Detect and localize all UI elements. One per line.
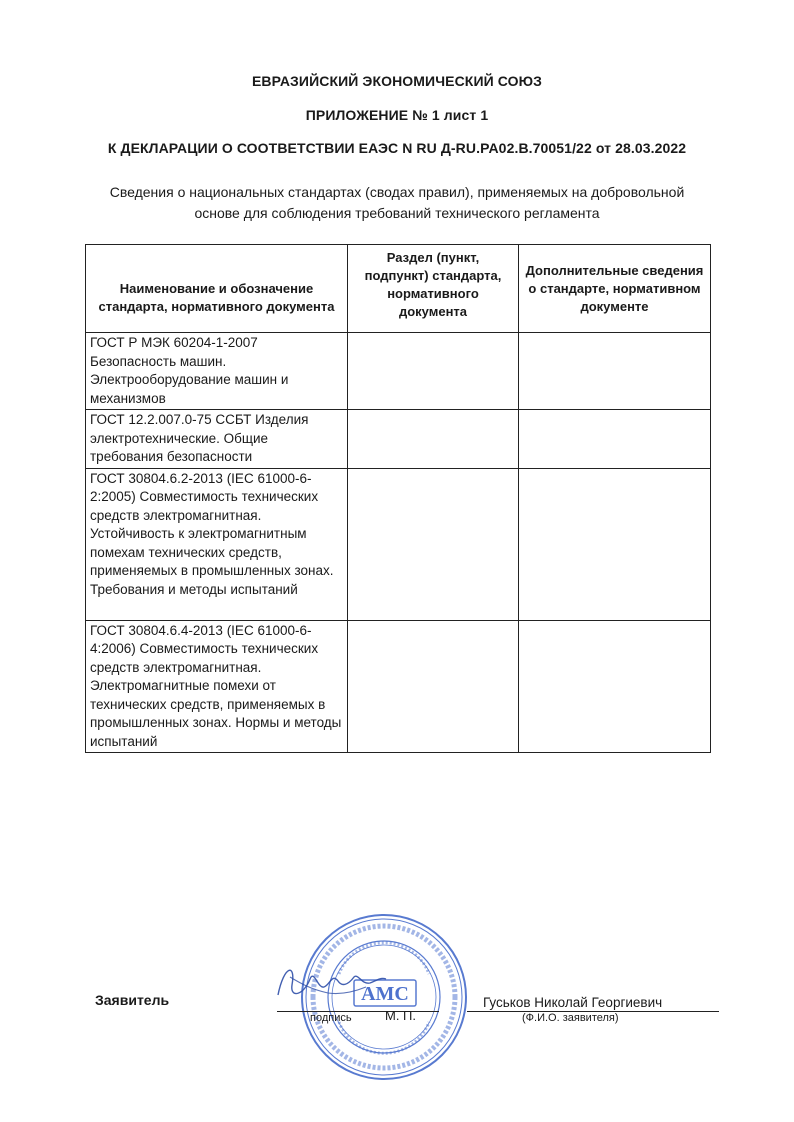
- additional-info-cell: [519, 620, 711, 753]
- standard-name-cell: ГОСТ Р МЭК 60204-1-2007 Безопасность машин. Электрооборудование машин и механизмов: [86, 333, 348, 410]
- table-header-row: [86, 245, 711, 333]
- additional-info-cell: [519, 333, 711, 410]
- standard-name-cell: ГОСТ 30804.6.4-2013 (IEC 61000-6-4:2006) Совместимость технических средств электромагнитная. Электромагнитные помехи от технических средств, применяемых в промышленных зонах. Нормы и методы испытаний: [86, 620, 348, 753]
- header-additional-info: Дополнительные сведения о стандарте, нормативном документе: [519, 245, 711, 333]
- signature-caption: подпись: [310, 1012, 352, 1024]
- name-caption: (Ф.И.О. заявителя): [522, 1012, 619, 1024]
- header-standard-name: Наименование и обозначение стандарта, нормативного документа: [86, 245, 348, 333]
- handwritten-signature: [270, 955, 390, 1015]
- additional-info-cell: [519, 468, 711, 620]
- section-cell: [348, 468, 519, 620]
- appendix-title: ПРИЛОЖЕНИЕ № 1 лист 1: [305, 107, 489, 123]
- union-title: ЕВРАЗИЙСКИЙ ЭКОНОМИЧЕСКИЙ СОЮЗ: [251, 73, 543, 89]
- section-cell: [348, 620, 519, 753]
- applicant-name: Гуськов Николай Георгиевич: [483, 995, 663, 1010]
- seal-center-text: АМС: [361, 983, 409, 1005]
- standard-name-cell: ГОСТ 12.2.007.0-75 ССБТ Изделия электротехнические. Общие требования безопасности: [86, 410, 348, 469]
- intro-text: Сведения о национальных стандартах (сводах правил), применяемых на добровольной основе для соблюдения требований технического регламента: [109, 184, 685, 221]
- additional-info-cell: [519, 410, 711, 469]
- standard-name-cell: ГОСТ 30804.6.2-2013 (IEC 61000-6-2:2005) Совместимость технических средств электромагнитная. Устойчивость к электромагнитным помехам технических средств, применяемых в промышленных зонах. Требования и методы испытаний: [86, 468, 348, 620]
- table-row: [86, 333, 711, 410]
- declaration-title: К ДЕКЛАРАЦИИ О СООТВЕТСТВИИ ЕАЭС N RU Д-RU.PA02.B.70051/22 от 28.03.2022: [107, 140, 687, 156]
- section-cell: [348, 333, 519, 410]
- table-row: [86, 468, 711, 620]
- table-row: [86, 410, 711, 469]
- seal-caption: М. П.: [385, 1008, 417, 1023]
- header-section: Раздел (пункт, подпункт) стандарта, нормативного документа: [348, 245, 519, 333]
- section-cell: [348, 410, 519, 469]
- applicant-label: Заявитель: [95, 992, 170, 1008]
- table-row: [86, 620, 711, 753]
- standards-table: [85, 244, 711, 753]
